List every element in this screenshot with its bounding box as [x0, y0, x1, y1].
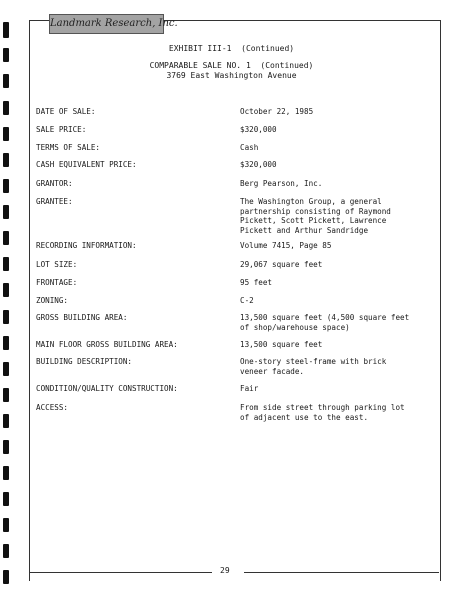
field-label-grantor: GRANTOR:: [36, 179, 73, 188]
field-value-recording-information: Volume 7415, Page 85: [240, 241, 332, 250]
field-label-access: ACCESS:: [36, 403, 69, 412]
field-label-date-of-sale: DATE OF SALE:: [36, 107, 96, 116]
footer-rule-right: [244, 572, 439, 573]
field-label-condition-quality: CONDITION/QUALITY CONSTRUCTION:: [36, 384, 178, 393]
footer-rule-left: [29, 572, 212, 573]
binder-hole: [3, 466, 9, 480]
binder-hole: [3, 101, 9, 115]
field-value-cash-equivalent-price: $320,000: [240, 160, 277, 169]
field-label-frontage: FRONTAGE:: [36, 278, 78, 287]
sale-title: COMPARABLE SALE NO. 1 (Continued): [149, 61, 314, 70]
field-label-sale-price: SALE PRICE:: [36, 125, 87, 134]
binder-hole: [3, 440, 9, 454]
field-value-building-description: One-story steel-frame with brick veneer facade.: [240, 357, 387, 376]
field-label-main-floor-gross-building-area: MAIN FLOOR GROSS BUILDING AREA:: [36, 340, 178, 349]
binder-hole: [3, 544, 9, 558]
field-label-cash-equivalent-price: CASH EQUIVALENT PRICE:: [36, 160, 137, 169]
field-value-grantor: Berg Pearson, Inc.: [240, 179, 323, 188]
binder-hole: [3, 179, 9, 193]
field-label-recording-information: RECORDING INFORMATION:: [36, 241, 137, 250]
binder-hole: [3, 336, 9, 350]
field-value-access: From side street through parking lot of adjacent use to the east.: [240, 403, 405, 422]
binder-hole: [3, 362, 9, 376]
binder-hole: [3, 492, 9, 506]
field-value-zoning: C-2: [240, 296, 254, 305]
binder-hole: [3, 22, 9, 38]
field-label-zoning: ZONING:: [36, 296, 69, 305]
field-label-lot-size: LOT SIZE:: [36, 260, 78, 269]
field-label-grantee: GRANTEE:: [36, 197, 73, 206]
field-value-main-floor-gross-building-area: 13,500 square feet: [240, 340, 323, 349]
field-label-terms-of-sale: TERMS OF SALE:: [36, 143, 101, 152]
field-value-condition-quality: Fair: [240, 384, 259, 393]
binder-hole: [3, 257, 9, 271]
binder-hole: [3, 518, 9, 532]
field-value-date-of-sale: October 22, 1985: [240, 107, 314, 116]
field-label-gross-building-area: GROSS BUILDING AREA:: [36, 313, 128, 322]
binder-hole: [3, 153, 9, 167]
company-logo: Landmark Research, Inc.: [49, 14, 164, 34]
binder-hole: [3, 127, 9, 141]
field-label-building-description: BUILDING DESCRIPTION:: [36, 357, 133, 366]
exhibit-title: EXHIBIT III-1 (Continued): [168, 44, 295, 53]
field-value-terms-of-sale: Cash: [240, 143, 259, 152]
field-value-sale-price: $320,000: [240, 125, 277, 134]
field-value-grantee: The Washington Group, a general partnership consisting of Raymond Pickett, Scott Pickett, Lawrence Pickett and Arthur Sandridge: [240, 197, 391, 235]
field-value-lot-size: 29,067 square feet: [240, 260, 323, 269]
binder-hole: [3, 310, 9, 324]
binder-hole: [3, 570, 9, 584]
binder-hole: [3, 231, 9, 245]
binder-hole: [3, 414, 9, 428]
field-value-frontage: 95 feet: [240, 278, 273, 287]
property-address: 3769 East Washington Avenue: [166, 71, 297, 80]
page-number: 29: [220, 566, 230, 575]
field-value-gross-building-area: 13,500 square feet (4,500 square feet of shop/warehouse space): [240, 313, 410, 332]
binder-hole: [3, 388, 9, 402]
binder-hole: [3, 205, 9, 219]
binder-hole: [3, 283, 9, 297]
